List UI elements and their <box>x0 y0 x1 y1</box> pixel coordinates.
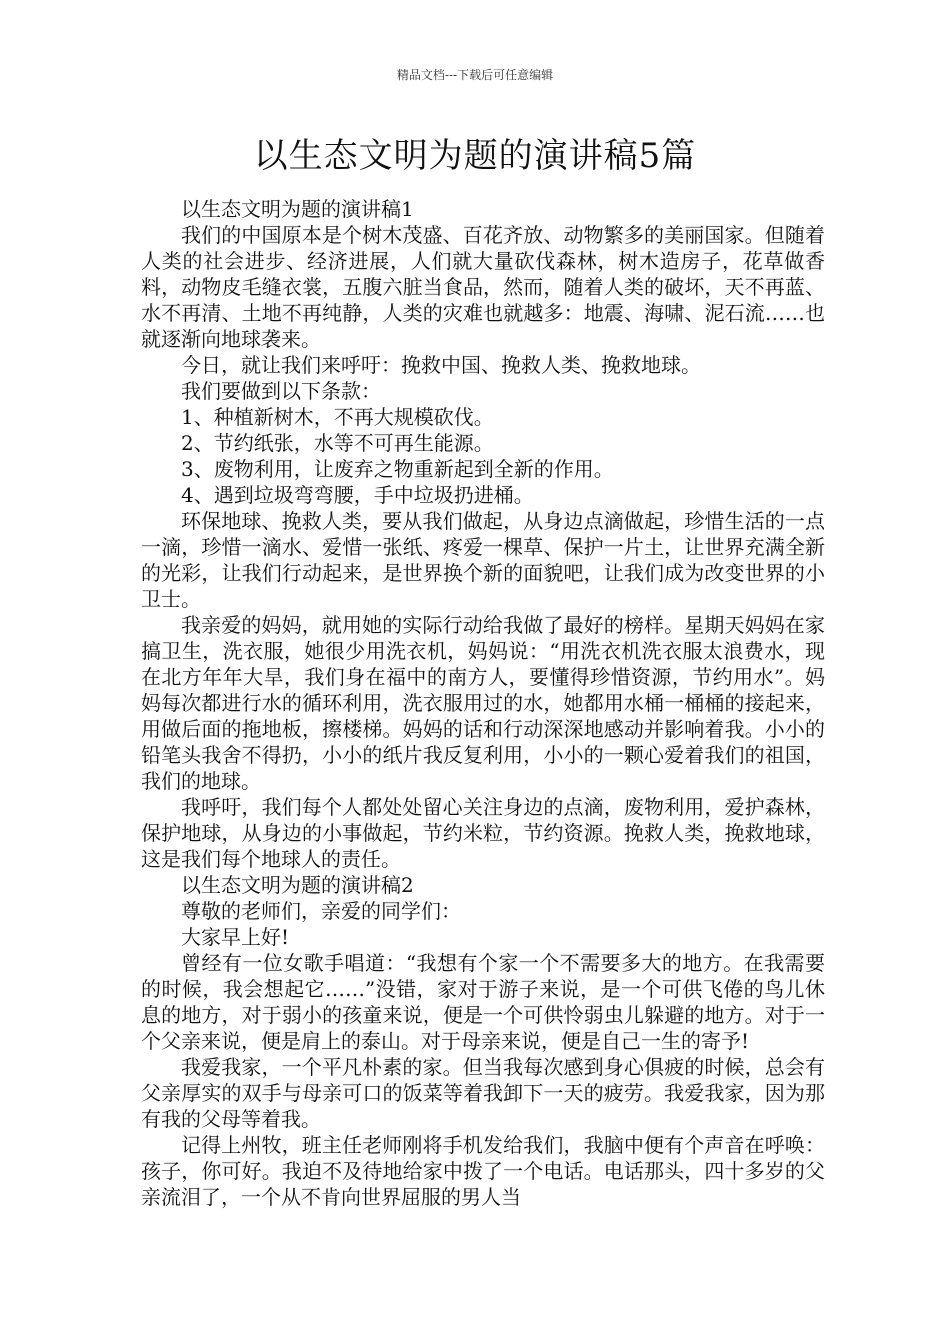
body-paragraph: 环保地球、挽救人类，要从我们做起，从身边点滴做起，珍惜生活的一点一滴，珍惜一滴水、爱惜一张纸、疼爱一棵草、保护一片土，让世界充满全新的光彩，让我们行动起来，是世界换个新的面貌吧，让我们成为改变世界的小卫士。 <box>141 509 825 611</box>
body-paragraph: 我呼吁，我们每个人都处处留心关注身边的点滴，废物利用，爱护森林，保护地球，从身边的小事做起，节约米粒，节约资源。挽救人类，挽救地球，这是我们每个地球人的责任。 <box>141 795 825 871</box>
body-paragraph: 今日，就让我们来呼吁：挽救中国、挽救人类、挽救地球。 <box>181 353 701 377</box>
body-paragraph: 记得上州牧，班主任老师刚将手机发给我们，我脑中便有个声音在呼唤：孩子，你可好。我迫不及待地给家中拨了一个电话。电话那头，四十多岁的父亲流泪了，一个从不肯向世界屈服的男人当 <box>141 1133 825 1209</box>
body-paragraph: 我们的中国原本是个树木茂盛、百花齐放、动物繁多的美丽国家。但随着人类的社会进步、经济进展，人们就大量砍伐森林，树木造房子，花草做香料，动物皮毛缝衣裳，五腹六脏当食品，然而，随着人类的破坏，天不再蓝、水不再清、土地不再纯静，人类的灾难也就越多：地震、海啸、泥石流……也就逐渐向地球袭来。 <box>141 223 825 351</box>
page-header-note: 精品文档---下载后可任意编辑 <box>396 68 554 82</box>
list-item: 2、节约纸张，水等不可再生能源。 <box>181 431 494 455</box>
list-item: 3、废物利用，让废弃之物重新起到全新的作用。 <box>181 457 614 481</box>
document-title: 以生态文明为题的演讲稿5篇 <box>253 136 697 176</box>
list-item: 1、种植新树木，不再大规模砍伐。 <box>181 405 494 429</box>
section-heading: 以生态文明为题的演讲稿1 <box>181 197 414 221</box>
list-item: 4、遇到垃圾弯弯腰，手中垃圾扔进桶。 <box>181 483 534 507</box>
body-paragraph: 我亲爱的妈妈，就用她的实际行动给我做了最好的榜样。星期天妈妈在家搞卫生，洗衣服，她很少用洗衣机，妈妈说：“用洗衣机洗衣服太浪费水，现在北方年年大旱，我们身在福中的南方人，要懂得珍惜资源，节约用水”。妈妈每次都进行水的循环利用，洗衣服用过的水，她都用水桶一桶桶的接起来，用做后面的拖地板，擦楼梯。妈妈的话和行动深深地感动并影响着我。小小的铅笔头我舍不得扔，小小的纸片我反复利用，小小的一颗心爱着我们的祖国，我们的地球。 <box>141 613 825 793</box>
document-body <box>141 196 825 1210</box>
body-paragraph: 我爱我家，一个平凡朴素的家。但当我每次感到身心俱疲的时候，总会有父亲厚实的双手与母亲可口的饭菜等着我卸下一天的疲劳。我爱我家，因为那有我的父母等着我。 <box>141 1055 825 1131</box>
body-paragraph: 曾经有一位女歌手唱道：“我想有个家一个不需要多大的地方。在我需要的时候，我会想起它……”没错，家对于游子来说，是一个可供飞倦的鸟儿休息的地方，对于弱小的孩童来说，便是一个可供怜弱虫儿躲避的地方。对于一个父亲来说，便是肩上的泰山。对于母亲来说，便是自己一生的寄予! <box>141 951 825 1053</box>
body-paragraph: 我们要做到以下条款： <box>181 379 381 403</box>
section-heading: 以生态文明为题的演讲稿2 <box>181 873 414 897</box>
body-paragraph: 尊敬的老师们，亲爱的同学们： <box>181 899 461 923</box>
body-paragraph: 大家早上好! <box>181 925 290 949</box>
